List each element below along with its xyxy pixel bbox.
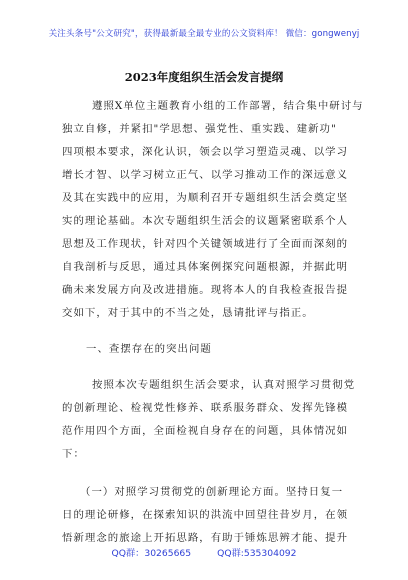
paragraph-line: 自我剖析与反思，通过具体案例探究问题根源，并据此明	[62, 261, 349, 273]
footer-qq-group-1: QQ群：30265665	[111, 548, 192, 559]
footer-qq-group-2: QQ群:535304092	[217, 548, 297, 559]
paragraph-line: 确未来发展方向及改进措施。现将本人的自我检查报告提	[62, 284, 349, 296]
paragraph-line: 按照本次专题组织生活会要求，认真对照学习贯彻党	[92, 379, 356, 391]
paragraph-line: 范作用四个方面，全面检视自身存在的问题，具体情况如	[62, 425, 349, 437]
paragraph-line: 交如下，对于其中的不当之处，恳请批评与指正。	[62, 307, 314, 319]
paragraph-line: （一）对照学习贯彻党的创新理论方面。坚持日复一	[80, 486, 344, 498]
footer-contact	[0, 545, 408, 559]
paragraph-line: 的创新理论、检视党性修养、联系服务群众、发挥先锋模	[62, 402, 349, 414]
paragraph-line: 实的理论基础。本次专题组织生活会的议题紧密联系个人	[62, 215, 349, 227]
paragraph-line: 下：	[62, 448, 85, 460]
document-title: 2023年度组织生活会发言提纲	[124, 70, 284, 84]
paragraph-line: 思想及工作现状，针对四个关键领域进行了全面而深刻的	[62, 238, 349, 250]
paragraph-line: 悟新理念的旅途上开拓思路，有助于锤炼思辨才能、提升	[62, 532, 349, 544]
paragraph-line: 遵照X单位主题教育小组的工作部署，结合集中研讨与	[92, 100, 364, 112]
paragraph-line: 及其在实践中的应用，为顺利召开专题组织生活会奠定坚	[62, 192, 349, 204]
section-heading: 一、查摆存在的突出问题	[86, 343, 212, 355]
paragraph-line: 四项根本要求，深化认识，领会以学习塑造灵魂、以学习	[62, 146, 349, 158]
header-banner: 关注头条号"公文研究"，获得最新最全最专业的公文资料库！ 微信：gongwenyj	[48, 29, 360, 39]
paragraph-line: 独立自修，并紧扣"学思想、强党性、重实践、建新功"	[62, 123, 337, 135]
paragraph-line: 增长才智、以学习树立正气、以学习推动工作的深远意义	[62, 169, 349, 181]
paragraph-line: 日的理论研修，在探索知识的洪流中回望往昔岁月，在领	[62, 509, 349, 521]
